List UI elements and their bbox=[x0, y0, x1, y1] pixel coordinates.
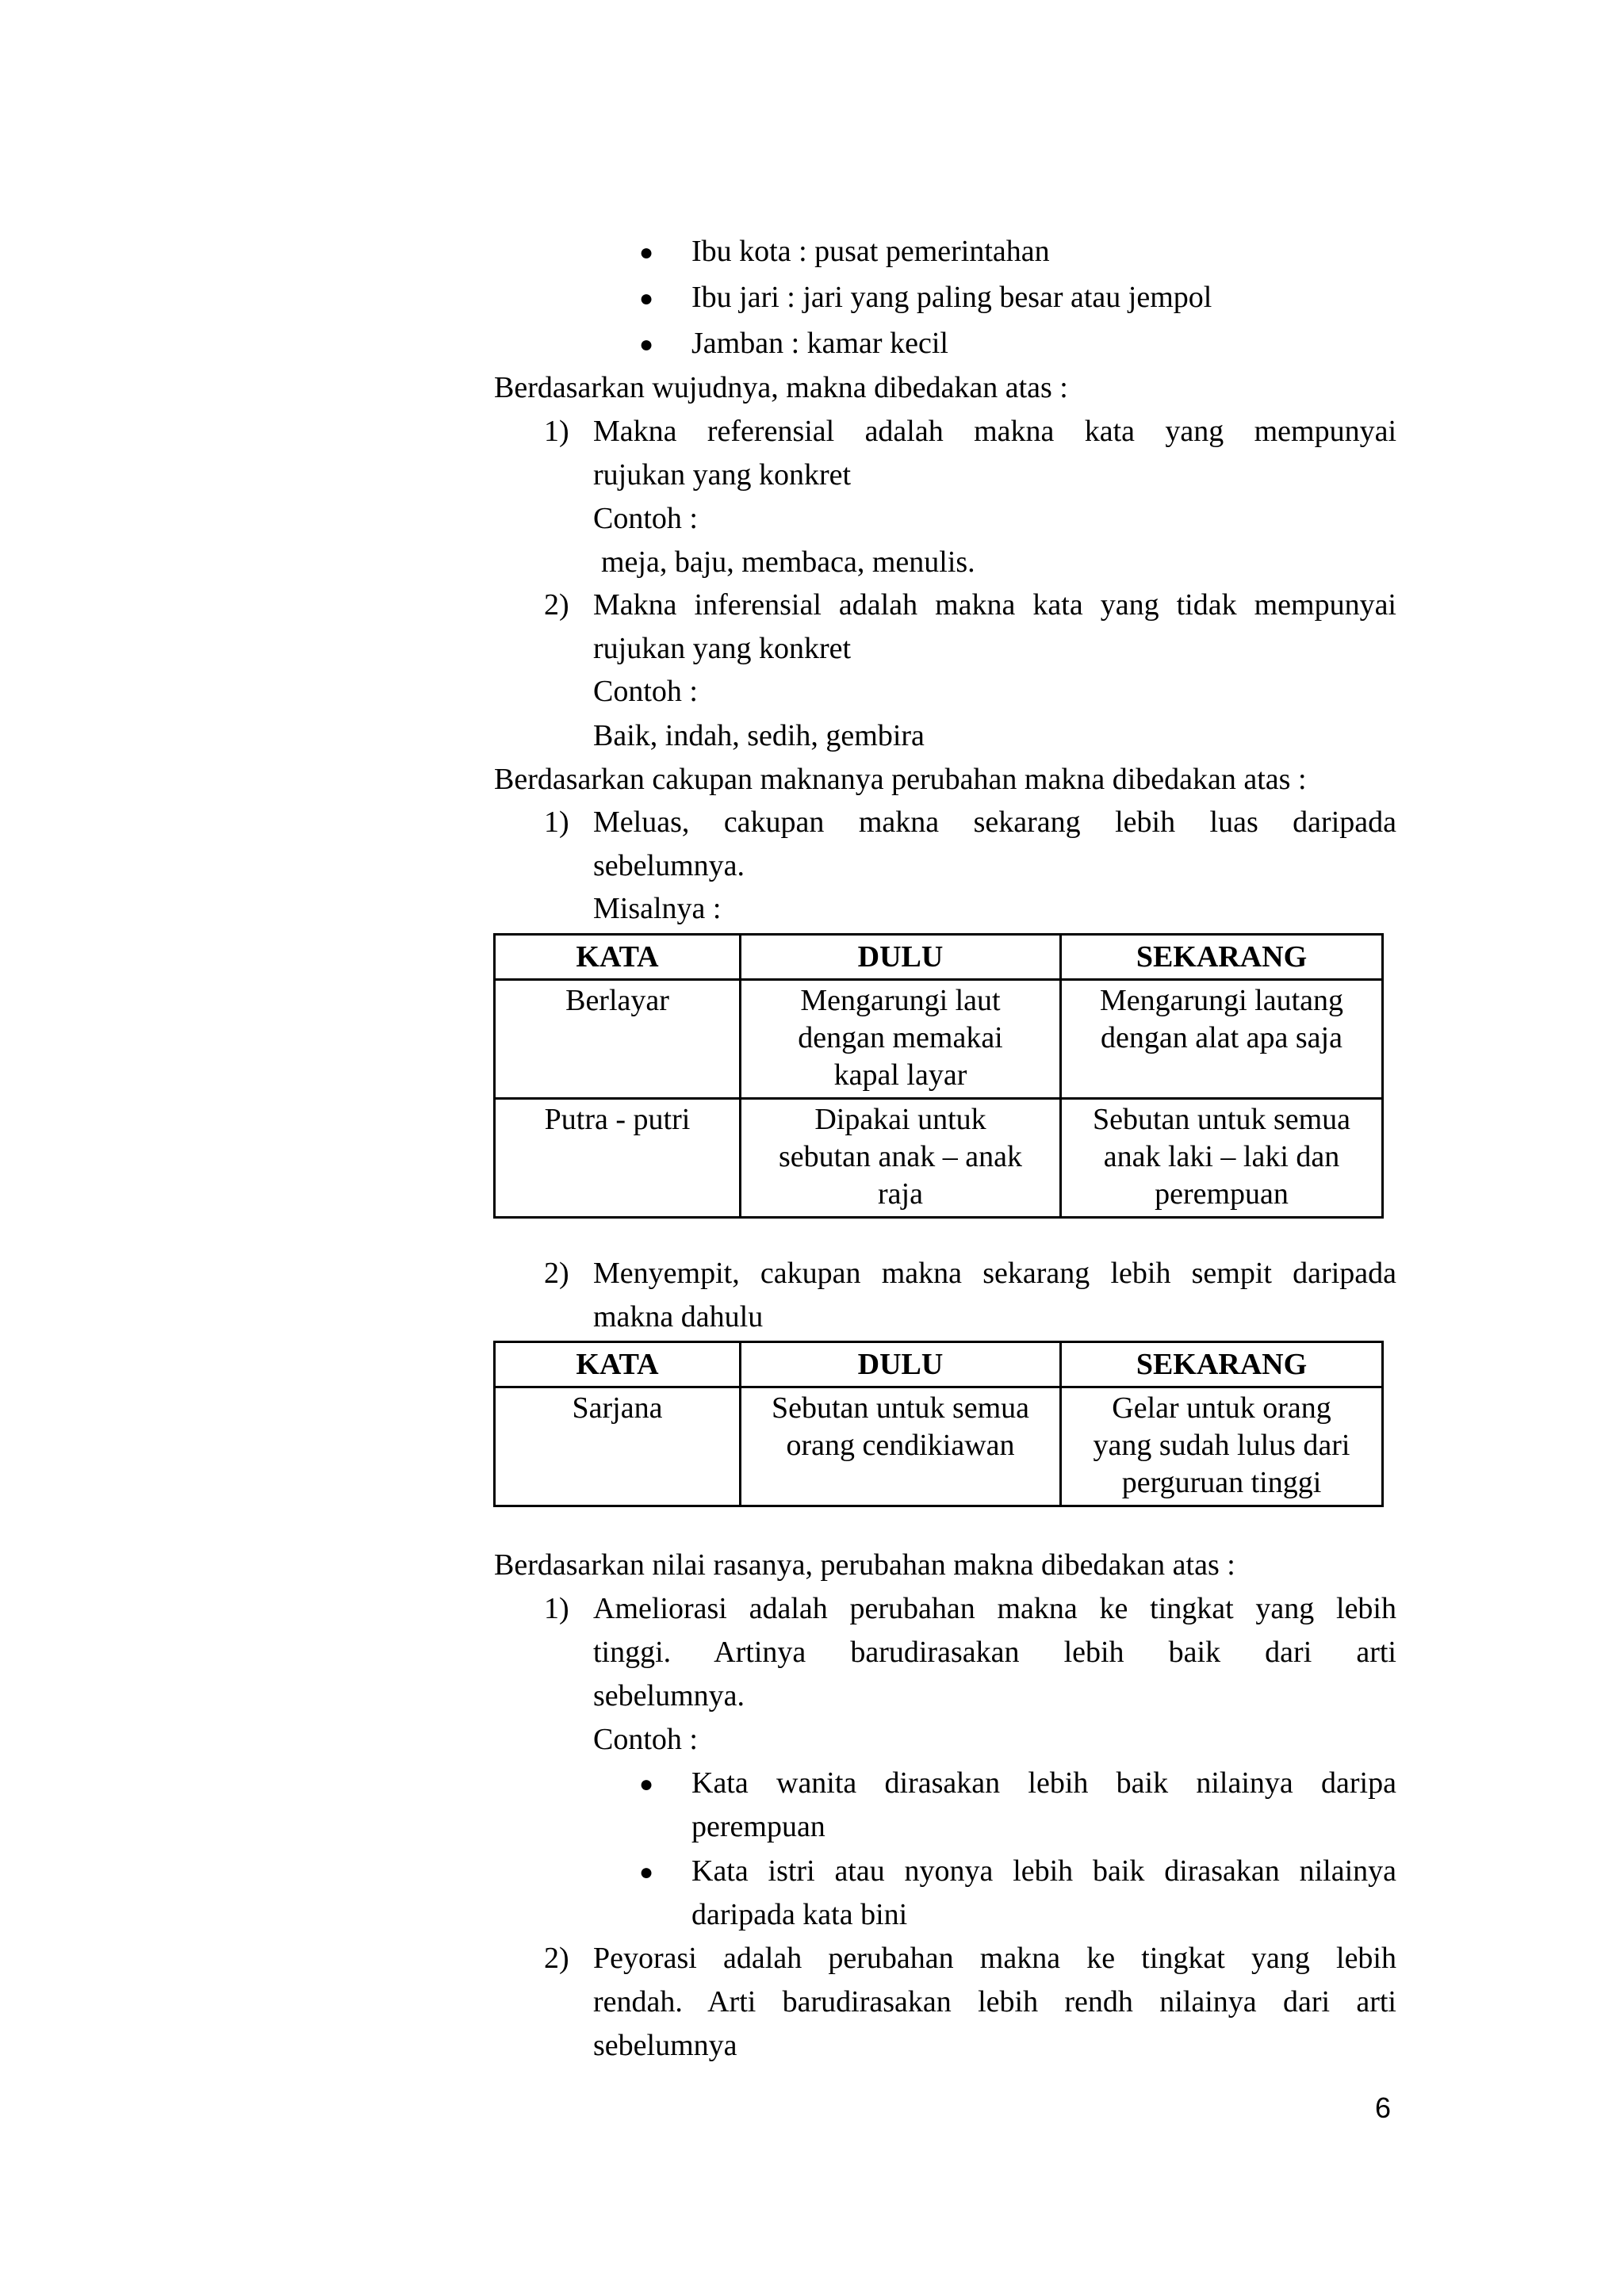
cell-line: kapal layar bbox=[833, 1058, 967, 1092]
table-cell bbox=[741, 980, 1061, 1099]
cell-line: yang sudah lulus dari bbox=[1093, 1429, 1350, 1462]
table-meluas bbox=[493, 933, 1384, 1219]
bullet-text: daripada kata bini bbox=[691, 1898, 908, 1931]
column-header: KATA bbox=[495, 1342, 741, 1387]
cell-line: Mengarungi laut bbox=[800, 984, 1001, 1017]
paragraph-line: rujukan yang konkret bbox=[593, 632, 852, 665]
paragraph-line: rujukan yang konkret bbox=[593, 458, 852, 492]
table-cell bbox=[1061, 1099, 1383, 1218]
cell-line: anak laki – laki dan bbox=[1103, 1140, 1340, 1173]
paragraph-line: Menyempit, cakupan makna sekarang lebih sempit daripada bbox=[593, 1257, 1396, 1290]
bullet-text: Ibu kota : pusat pemerintahan bbox=[691, 235, 1050, 268]
cell-line: Mengarungi lautang bbox=[1099, 984, 1344, 1017]
bullet-text: Jamban : kamar kecil bbox=[691, 327, 948, 360]
list-number: 2) bbox=[544, 1942, 569, 1975]
cell-line: Gelar untuk orang bbox=[1112, 1391, 1331, 1425]
section-heading: Berdasarkan wujudnya, makna dibedakan atas : bbox=[494, 371, 1068, 404]
list-number: 1) bbox=[544, 415, 569, 448]
column-header: KATA bbox=[495, 935, 741, 980]
table-row bbox=[495, 1387, 1383, 1506]
paragraph-line: sebelumnya bbox=[593, 2029, 737, 2062]
section-heading: Berdasarkan nilai rasanya, perubahan makna dibedakan atas : bbox=[494, 1548, 1235, 1582]
contoh-label: Contoh : bbox=[593, 1723, 698, 1756]
paragraph-line: Meluas, cakupan makna sekarang lebih luas daripada bbox=[593, 806, 1396, 839]
bullet-text: perempuan bbox=[691, 1810, 825, 1843]
table-cell bbox=[495, 1099, 741, 1218]
paragraph-line: sebelumnya. bbox=[593, 1679, 745, 1712]
table-cell bbox=[741, 1099, 1061, 1218]
misalnya-label: Misalnya : bbox=[593, 892, 722, 925]
paragraph-line: rendah. Arti barudirasakan lebih rendh nilainya dari arti bbox=[593, 1985, 1396, 2019]
bullet-icon: ● bbox=[639, 285, 654, 312]
table-cell bbox=[495, 1387, 741, 1506]
paragraph-line: Peyorasi adalah perubahan makna ke tingkat yang lebih bbox=[593, 1942, 1396, 1975]
table-cell bbox=[1061, 980, 1383, 1099]
list-number: 2) bbox=[544, 588, 569, 622]
contoh-label: Contoh : bbox=[593, 502, 698, 535]
cell-text: Sarjana bbox=[572, 1391, 663, 1425]
paragraph-line: makna dahulu bbox=[593, 1300, 764, 1334]
column-header: DULU bbox=[741, 935, 1061, 980]
bullet-text: Kata istri atau nyonya lebih baik dirasakan nilainya bbox=[691, 1854, 1396, 1888]
table-cell bbox=[495, 980, 741, 1099]
table-row bbox=[495, 1099, 1383, 1218]
bullet-icon: ● bbox=[639, 239, 654, 266]
paragraph-line: Makna referensial adalah makna kata yang mempunyai bbox=[593, 415, 1396, 448]
cell-line: perguruan tinggi bbox=[1121, 1466, 1322, 1499]
paragraph-line: Ameliorasi adalah perubahan makna ke tingkat yang lebih bbox=[593, 1592, 1396, 1625]
paragraph-line: Makna inferensial adalah makna kata yang tidak mempunyai bbox=[593, 588, 1396, 622]
cell-line: Dipakai untuk bbox=[814, 1103, 986, 1136]
column-header: SEKARANG bbox=[1061, 935, 1383, 980]
example-text: meja, baju, membaca, menulis. bbox=[601, 545, 975, 579]
cell-line: dengan alat apa saja bbox=[1101, 1021, 1342, 1054]
example-text: Baik, indah, sedih, gembira bbox=[593, 719, 925, 752]
bullet-icon: ● bbox=[639, 1771, 654, 1797]
list-number: 1) bbox=[544, 1592, 569, 1625]
cell-line: dengan memakai bbox=[798, 1021, 1003, 1054]
cell-line: perempuan bbox=[1155, 1177, 1289, 1211]
section-heading: Berdasarkan cakupan maknanya perubahan makna dibedakan atas : bbox=[494, 763, 1307, 796]
bullet-icon: ● bbox=[639, 1859, 654, 1885]
column-header: SEKARANG bbox=[1061, 1342, 1383, 1387]
table-menyempit bbox=[493, 1341, 1384, 1507]
cell-line: raja bbox=[878, 1177, 923, 1211]
table-row bbox=[495, 980, 1383, 1099]
table-header-row bbox=[495, 935, 1383, 980]
cell-line: Sebutan untuk semua bbox=[1092, 1103, 1351, 1136]
column-header: DULU bbox=[741, 1342, 1061, 1387]
table-cell bbox=[1061, 1387, 1383, 1506]
cell-text: Berlayar bbox=[565, 984, 669, 1017]
cell-line: orang cendikiawan bbox=[786, 1429, 1015, 1462]
paragraph-line: tinggi. Artinya barudirasakan lebih baik dari arti bbox=[593, 1636, 1396, 1669]
page-number: 6 bbox=[1375, 2091, 1392, 2124]
cell-text: Putra - putri bbox=[544, 1103, 691, 1136]
table-header-row bbox=[495, 1342, 1383, 1387]
cell-line: sebutan anak – anak bbox=[778, 1140, 1023, 1173]
bullet-text: Kata wanita dirasakan lebih baik nilainya daripa bbox=[691, 1766, 1396, 1800]
paragraph-line: sebelumnya. bbox=[593, 849, 745, 882]
contoh-label: Contoh : bbox=[593, 675, 698, 708]
list-number: 2) bbox=[544, 1257, 569, 1290]
bullet-text: Ibu jari : jari yang paling besar atau jempol bbox=[691, 281, 1212, 314]
cell-line: Sebutan untuk semua bbox=[771, 1391, 1030, 1425]
table-cell bbox=[741, 1387, 1061, 1506]
list-number: 1) bbox=[544, 806, 569, 839]
bullet-icon: ● bbox=[639, 331, 654, 358]
